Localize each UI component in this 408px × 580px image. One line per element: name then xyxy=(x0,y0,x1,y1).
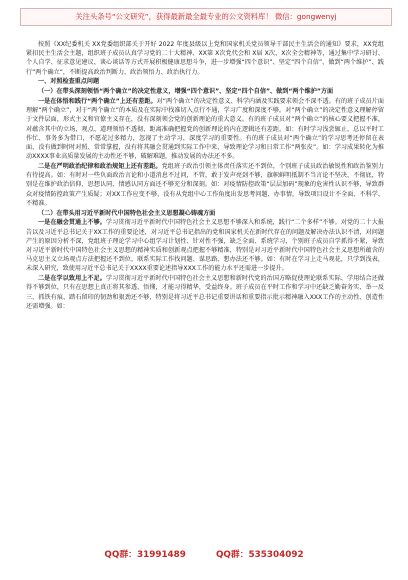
point-paragraph-2 xyxy=(26,162,384,208)
point-body-3: 学习贯彻习近平新时代中国特色社会主义思想不够深入和系统，践行“二个多样”不够。对党的二十大报告以及习近平总书记关于XX工作的重要论述，对习近平总书记指出的党和国家机关在新时代存在的问题及解决办法认识不清，对问题产生的原因分析不深，党组班子理论学习中心组学习计划性、针对性不强，缺乏全面、系统学习，个别班子成员自学抓得不紧，导致对习近平新时代中国特色社会主义思想的精神实质和创新观点把握不够精准，特别是对习近平新时代中国特色社会主义思想所蕴含的马克思主义立场观点方法把握还不到位，联系实际工作找问题、谋思路、想办法还不够。如：有时在学习上走马观花，只学到浅表，未深入研究，致使用习近平总书记关于XXXX重要论述指导XXX工作的能力水平还需进一步提升。 xyxy=(26,219,384,273)
point-lead-1: 一是在体悟和践行“两个确立”上还有差距。 xyxy=(38,98,157,105)
point-lead-2: 二是在严明政治纪律和政治规矩上还有差距。 xyxy=(38,163,162,171)
point-lead-3: 一是在融会贯通上不够。 xyxy=(38,219,106,227)
section-heading: 一、对照检查重点问题 xyxy=(38,78,100,86)
point-paragraph-1 xyxy=(26,97,384,161)
banner-text: 关注头条号“公文研究”，获得最新最全最专业的公文资料库！ 微信：gongwenyj xyxy=(75,12,337,21)
top-banner xyxy=(20,8,392,26)
intro-paragraph: 按照《XX纪委机关 XX党委组织部关于开好 2022 年度县级以上党和国家机关党员领导干部民主生活会的通知》要求，XX党组紧扣民主生活会主题，组织班子成员认真学习党的二十大精神、XX第 X次党代会和 X届 X次、X次全会精神等，通过集中学习研讨、个人自学、征求意见建议、谈心谈话等方式开展积极健康思想斗争，进一步增强“四个意识”、坚定“四个自信”、做到“两个维护”、践行“两个确立”，不断提高政治判断力、政治领悟力、政治执行力。 xyxy=(26,41,384,76)
subsection-heading-2: （二）在带头用习近平新时代中国特色社会主义思想凝心铸魂方面 xyxy=(38,209,216,217)
point-body-1: 对“两个确立”的决定性意义、科学内涵及实践要求领会不深不透。有的班子成员片面理解“两个确立”，对于“两个确立”的本质及在实际中找准切入点行不通，学习广度和深度不够。对“两个确立”的决定性意义理解停留于文件层面，形式主义和官僚主义存在，没有深刻领会党的创新理论的重大意义。有的班子成员对“两个确立”的核心要义把握不准，对蕴含其中的立场、观点、道理领悟不透彻，距离准确把握党的创新理论的内在逻辑还有差距。如：有时学习浅尝辄止，总以平时工作忙、事务多为借口，不愿花过多精力，忽视了主动学习，深度学习的重要性。有的班子成员对“两个确立”的学习思考还停留在表面，没有做到时时对照、常常掌握，没有将其融会贯通到实际工作中来，导致理论学习和日常工作“两张皮”。如：学习成果转化为推动XXXX事业高质量发展的主动性还不够，破解难题，推动发展的办法还不多。 xyxy=(26,98,384,161)
point-paragraph-4 xyxy=(26,274,384,311)
point-lead-4: 二是在学以致用上不足。 xyxy=(38,275,106,283)
subsection-heading-1: （一）在带头深刻领悟“两个确立”的决定性意义，增强“四个意识”、坚定“四个自信”、做到“两个维护”方面 xyxy=(38,88,334,96)
point-body-2: 党组班子政治引领主体责任落实还不到位，个别班子成员政治敏锐性和政治鉴别力有待提高。如：有时对一些负面政治言论和小道消息不过问，不管，敢于发声亮剑不够，旗帜鲜明抵制不当言论不坚决、不彻底，特别是在维护政治信仰、思想认同、情感认同方面还不够充分和深刻。如：对疫情防控政策“层层加码”现象的危害性认识不够，导致群众对疫情防控政策产生质疑；对XX工作应变不够，没有从党组中心工作角度出发思考问题、办事情，导致项目设计不全面、不科学、不精准。 xyxy=(26,163,384,207)
footer xyxy=(0,547,408,561)
point-body-4: 学习贯彻习近平新时代中国特色社会主义思想和新时代党的治国方略促使理论联系实际、学用结合还做得不够到位，只有在思想上真正将其参透、悟懂，才能习得精华，受益终身。班子成员在平时工作和学习中还缺乏勤奋务实、举一反三，抓铁有痕、踏石留印的韧劲和狠劲还不够，特别是将习近平总书记重要讲话和重要指示批示精神融入XXX工作的主动性、创造性还需增强。如： xyxy=(26,275,384,310)
footer-qq-1: QQ群：31991489 xyxy=(104,550,186,560)
document-page xyxy=(26,40,384,540)
point-paragraph-3 xyxy=(26,218,384,273)
footer-qq-2: QQ群：535304092 xyxy=(215,550,304,560)
